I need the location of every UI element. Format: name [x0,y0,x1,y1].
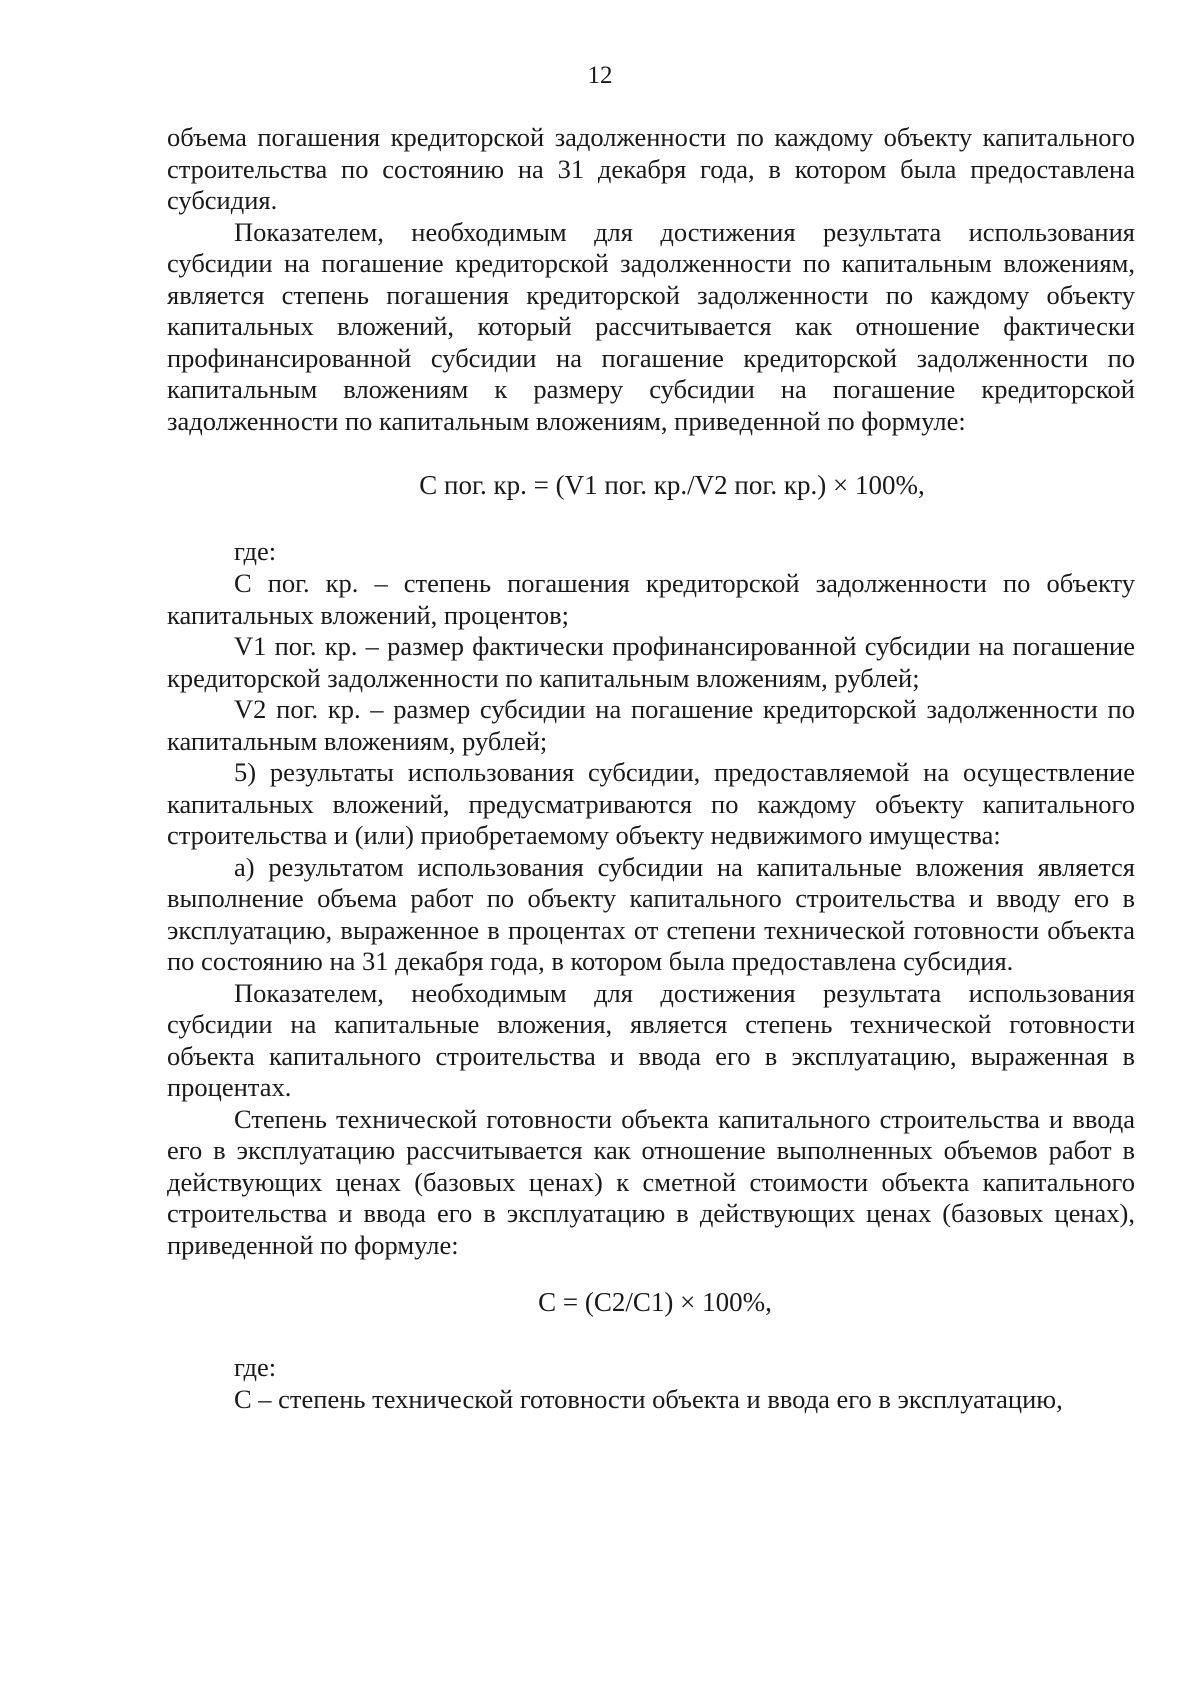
where-label-2: где: [234,1351,277,1382]
formula-debt-repayment: С пог. кр. = (V1 пог. кр./V2 пог. кр.) × 100%, [419,470,925,500]
paragraph-continuation: объема погашения кредиторской задолженности по каждому объекту капитального строительства по состоянию на 31 декабря года, в котором была предоставлена субсидия. [167,122,1135,215]
definition-v1-pog-kr: V1 пог. кр. – размер фактически профинансированной субсидии на погашение кредиторской задолженности по капитальным вложениям, рублей; [167,631,1135,693]
definition-c-pog-kr: С пог. кр. – степень погашения кредиторской задолженности по объекту капитальных вложений, процентов; [167,568,1135,630]
document-body [167,122,1135,1416]
paragraph-item-5: 5) результаты использования субсидии, предоставляемой на осуществление капитальных вложений, предусматриваются по каждому объекту капитального строительства и (или) приобретаемому объекту недвижимого имущества: [167,757,1135,850]
paragraph-indicator-debt: Показателем, необходимым для достижения результата использования субсидии на погашение кредиторской задолженности по капитальным вложениям, является степень погашения кредиторской задолженности по каждому объекту капитальных вложений, который рассчитывается как отношение фактически профинансированной субсидии на погашение кредиторской задолженности по капитальным вложениям к размеру субсидии на погашение кредиторской задолженности по капитальным вложениям, приведенной по формуле: [167,216,1135,436]
formula-technical-readiness: С = (С2/С1) × 100%, [538,1287,772,1317]
paragraph-item-a: а) результатом использования субсидии на капитальные вложения является выполнение объема работ по объекту капитального строительства и вводу его в эксплуатацию, выраженное в процентах от степени технической готовности объекта по состоянию на 31 декабря года, в котором была предоставлена субсидия. [167,851,1135,976]
paragraph-indicator-capital: Показателем, необходимым для достижения результата использования субсидии на капитальные вложения, является степень технической готовности объекта капитального строительства и ввода его в эксплуатацию, выраженная в процентах. [167,977,1135,1102]
definition-c: С – степень технической готовности объекта и ввода его в эксплуатацию, [234,1384,1063,1414]
paragraph-technical-readiness: Степень технической готовности объекта капитального строительства и ввода его в эксплуатацию рассчитывается как отношение выполненных объемов работ в действующих ценах (базовых ценах) к сметной стоимости объекта капитального строительства и ввода его в эксплуатацию в действующих ценах (базовых ценах), приведенной по формуле: [167,1103,1135,1260]
page-number: 12 [587,62,613,89]
where-label: где: [234,535,277,566]
definition-v2-pog-kr: V2 пог. кр. – размер субсидии на погашение кредиторской задолженности по капитальным вложениям, рублей; [167,694,1135,756]
